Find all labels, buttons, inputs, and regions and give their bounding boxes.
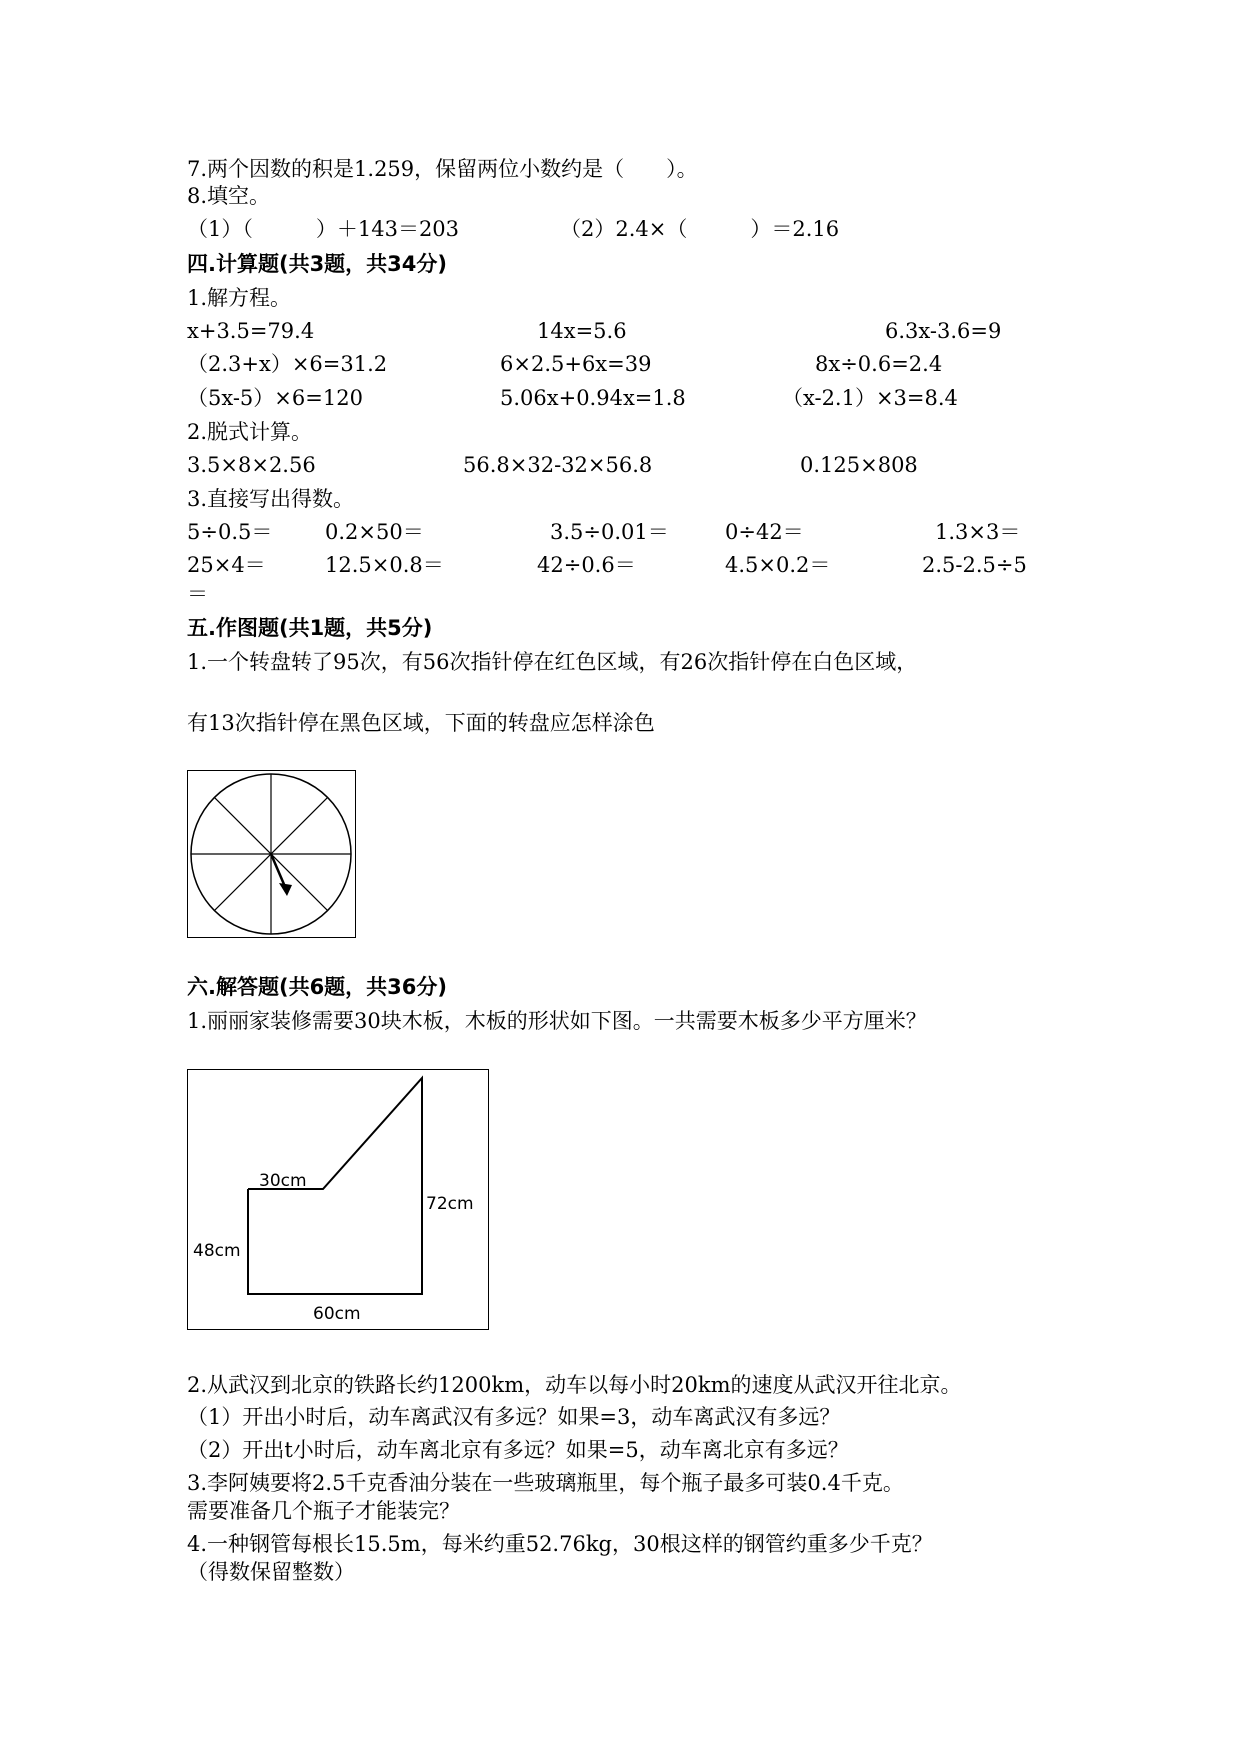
question-8-title: 8.填空。 xyxy=(187,184,271,208)
section-4-sub1-title: 1.解方程。 xyxy=(187,286,292,310)
section-6-heading: 六.解答题(共6题，共36分) xyxy=(187,975,448,999)
section-6-q1: 1.丽丽家装修需要30块木板，木板的形状如下图。一共需要木板多少平方厘米？ xyxy=(187,1009,927,1033)
equation: （5x-5）×6=120 xyxy=(187,386,363,410)
label-bottom: 60cm xyxy=(313,1304,361,1324)
section-4-heading: 四.计算题(共3题，共34分) xyxy=(187,252,448,276)
section-5-heading: 五.作图题(共1题，共5分) xyxy=(187,616,433,640)
label-top: 30cm xyxy=(259,1171,307,1191)
equation: 6.3x-3.6=9 xyxy=(885,319,1002,343)
direct-item: 0.2×50＝ xyxy=(325,520,424,544)
board-shape-figure xyxy=(187,1069,489,1330)
direct-item: 1.3×3＝ xyxy=(935,520,1021,544)
direct-item: 5÷0.5＝ xyxy=(187,520,273,544)
section-5-q1-line2: 有13次指针停在黑色区域，下面的转盘应怎样涂色 xyxy=(187,711,655,735)
direct-item: 0÷42＝ xyxy=(725,520,804,544)
equation: 6×2.5+6x=39 xyxy=(500,352,652,376)
direct-item: 2.5-2.5÷5 xyxy=(922,553,1027,577)
equation: 14x=5.6 xyxy=(537,319,627,343)
direct-item: 12.5×0.8＝ xyxy=(325,553,444,577)
section-6-q4-line1: 4.一种钢管每根长15.5m，每米约重52.76kg，30根这样的钢管约重多少千克？ xyxy=(187,1532,933,1556)
direct-item: 42÷0.6＝ xyxy=(537,553,636,577)
section-6-q2-part1: （1）开出小时后，动车离武汉有多远？如果=3，动车离武汉有多远？ xyxy=(187,1405,841,1429)
section-6-q4-line2: （得数保留整数） xyxy=(187,1560,355,1584)
section-5-q1-line1: 1.一个转盘转了95次，有56次指针停在红色区域，有26次指针停在白色区域， xyxy=(187,650,918,674)
section-6-q2-part2: （2）开出t小时后，动车离北京有多远？如果=5，动车离北京有多远？ xyxy=(187,1438,849,1462)
board-shape-diagram xyxy=(188,1070,487,1328)
direct-item: 25×4＝ xyxy=(187,553,266,577)
section-4-sub2-title: 2.脱式计算。 xyxy=(187,420,313,444)
question-7: 7.两个因数的积是1.259，保留两位小数约是（ ）。 xyxy=(187,157,698,181)
spinner-pointer-icon xyxy=(271,854,292,896)
spinner-figure xyxy=(187,770,356,938)
calc-expression: 56.8×32-32×56.8 xyxy=(463,453,653,477)
label-left: 48cm xyxy=(193,1241,241,1261)
equation: x+3.5=79.4 xyxy=(187,319,315,343)
equation: （2.3+x）×6=31.2 xyxy=(187,352,388,376)
equation: 5.06x+0.94x=1.8 xyxy=(500,386,686,410)
question-8-part1: （1）（ ）＋143＝203 xyxy=(187,217,460,241)
spinner-wheel xyxy=(188,771,354,936)
section-6-q2: 2.从武汉到北京的铁路长约1200km，动车以每小时20km的速度从武汉开往北京。 xyxy=(187,1373,962,1397)
direct-item-wrap: ＝ xyxy=(187,582,208,606)
section-6-q3-line1: 3.李阿姨要将2.5千克香油分装在一些玻璃瓶里，每个瓶子最多可装0.4千克。 xyxy=(187,1471,904,1495)
section-4-sub3-title: 3.直接写出得数。 xyxy=(187,487,355,511)
direct-item: 4.5×0.2＝ xyxy=(725,553,831,577)
direct-item: 3.5÷0.01＝ xyxy=(550,520,669,544)
question-8-part2: （2）2.4×（ ）＝2.16 xyxy=(560,217,840,241)
label-right: 72cm xyxy=(426,1194,474,1214)
equation: 8x÷0.6=2.4 xyxy=(815,352,943,376)
section-6-q3-line2: 需要准备几个瓶子才能装完？ xyxy=(187,1499,460,1523)
calc-expression: 0.125×808 xyxy=(800,453,918,477)
calc-expression: 3.5×8×2.56 xyxy=(187,453,316,477)
equation: （x-2.1）×3=8.4 xyxy=(782,386,958,410)
